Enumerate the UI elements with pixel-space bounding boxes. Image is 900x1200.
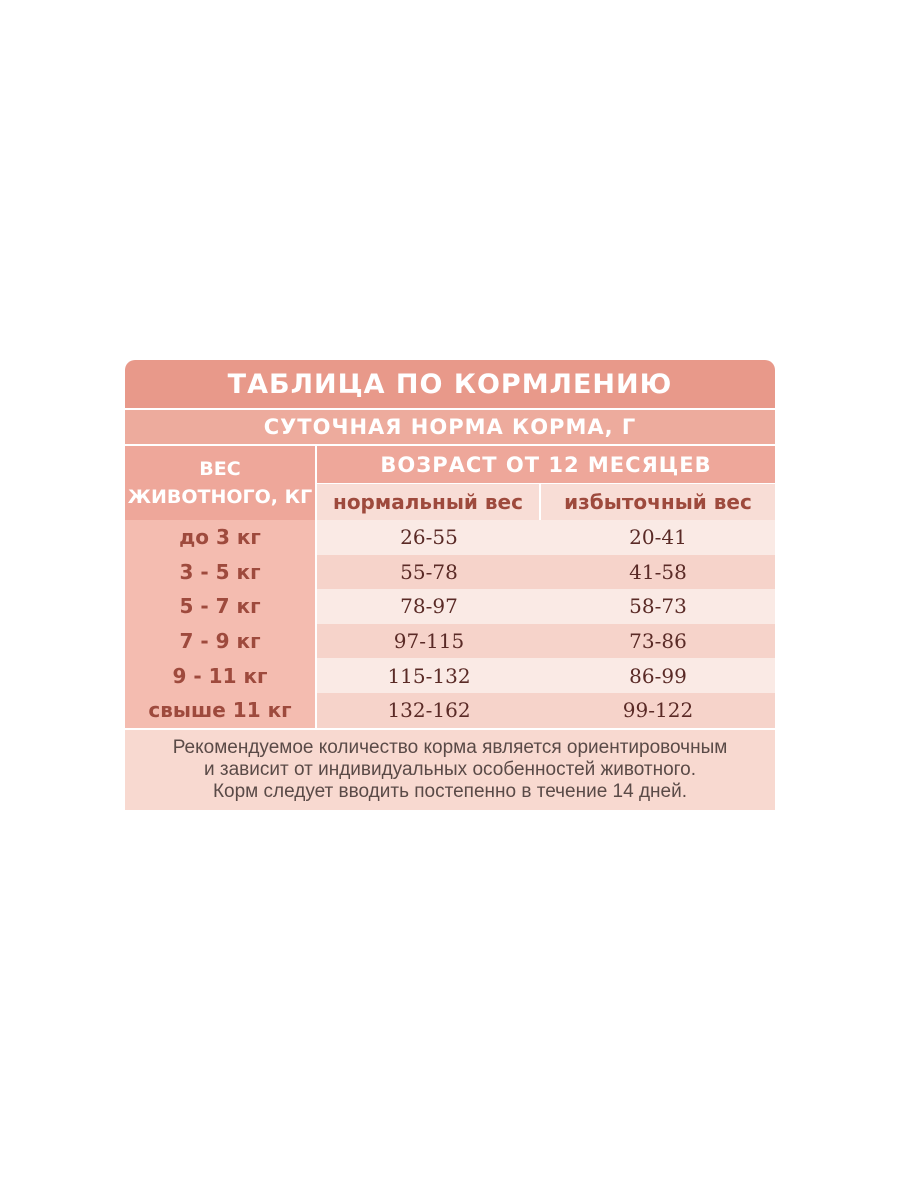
excess-weight-header: избыточный вес <box>541 484 775 520</box>
normal-weight-value: 78-97 <box>400 594 458 619</box>
normal-weight-header: нормальный вес <box>317 484 539 520</box>
table-row <box>317 589 775 624</box>
data-rows <box>317 520 775 728</box>
table-row <box>317 658 775 693</box>
note-line-3: Корм следует вводить постепенно в течение 14 дней. <box>212 781 688 802</box>
weight-header-line2: ЖИВОТНОГО, КГ <box>127 486 313 508</box>
weight-cell: 7 - 9 кг <box>179 629 261 654</box>
weight-cell: 5 - 7 кг <box>179 594 261 619</box>
weight-cell: 3 - 5 кг <box>179 559 261 584</box>
weight-cell: 9 - 11 кг <box>172 663 268 688</box>
table-subtitle: СУТОЧНАЯ НОРМА КОРМА, Г <box>125 410 775 444</box>
normal-weight-value: 132-162 <box>387 698 471 723</box>
excess-weight-value: 41-58 <box>629 559 687 584</box>
weight-cell: до 3 кг <box>179 525 261 550</box>
weight-header-line1: ВЕС <box>199 458 241 480</box>
table-row <box>317 624 775 659</box>
age-header: ВОЗРАСТ ОТ 12 МЕСЯЦЕВ <box>317 446 775 483</box>
note-line-2: и зависит от индивидуальных особенностей животного. <box>203 759 697 780</box>
weight-column <box>125 520 315 728</box>
excess-weight-value: 73-86 <box>629 629 687 654</box>
excess-weight-value: 99-122 <box>622 698 694 723</box>
table-title: ТАБЛИЦА ПО КОРМЛЕНИЮ <box>125 360 775 408</box>
excess-weight-value: 86-99 <box>629 663 687 688</box>
feeding-table-card <box>125 360 775 810</box>
normal-weight-value: 26-55 <box>400 525 458 550</box>
weight-column-header <box>125 446 315 520</box>
normal-weight-value: 55-78 <box>400 559 458 584</box>
normal-weight-value: 115-132 <box>387 663 471 688</box>
table-row <box>317 520 775 555</box>
excess-weight-value: 20-41 <box>629 525 687 550</box>
weight-cell: свыше 11 кг <box>148 698 292 723</box>
table-row <box>317 693 775 728</box>
table-row <box>317 555 775 590</box>
recommendation-note <box>125 730 775 810</box>
excess-weight-value: 58-73 <box>629 594 687 619</box>
note-line-1: Рекомендуемое количество корма является ориентировочным <box>172 737 728 758</box>
normal-weight-value: 97-115 <box>393 629 465 654</box>
